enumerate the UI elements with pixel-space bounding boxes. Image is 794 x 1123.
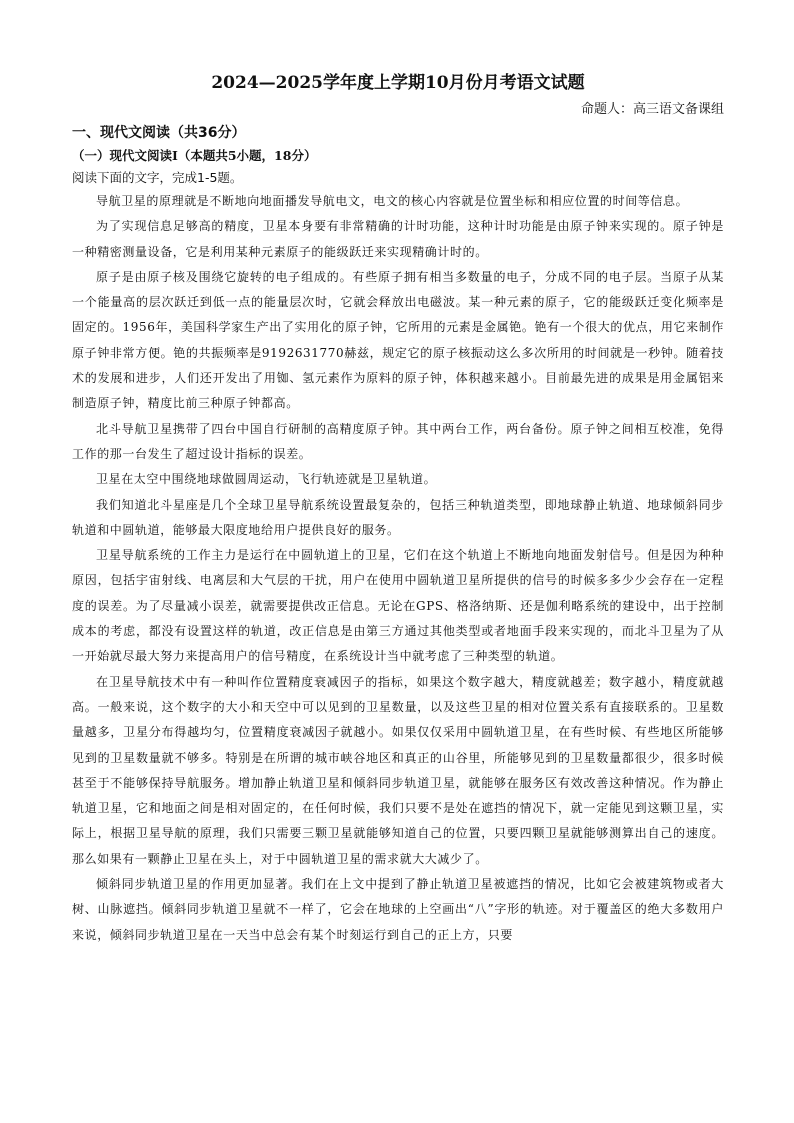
passage-paragraph: 我们知道北斗星座是几个全球卫星导航系统设置最复杂的，包括三种轨道类型，即地球静止轨道、地球倾斜同步轨道和中圆轨道，能够最大限度地给用户提供良好的服务。	[72, 497, 724, 537]
passage-paragraph: 原子是由原子核及围绕它旋转的电子组成的。有些原子拥有相当多数量的电子，分成不同的电子层。当原子从某一个能量高的层次跃迁到低一点的能量层次时，它就会释放出电磁波。某一种元素的原子，它的能级跃迁变化频率是固定的。1956年，美国科学家生产出了实用化的原子钟，它所用的元素是金属铯。铯有一个很大的优点，用它来制作原子钟非常方便。铯的共振频率是9192631770赫兹，规定它的原子核振动这么多次所用的时间就是一秒钟。随着技术的发展和进步，人们还开发出了用铷、氢元素作为原料的原子钟，体积越来越小。目前最先进的成果是用金属铝来制造原子钟，精度比前三种原子钟都高。	[72, 269, 724, 411]
passage-paragraph: 卫星在太空中围绕地球做圆周运动，飞行轨迹就是卫星轨道。	[96, 472, 437, 487]
passage-paragraph: 北斗导航卫星携带了四台中国自行研制的高精度原子钟。其中两台工作，两台备份。原子钟之间相互校准，免得工作的那一台发生了超过设计指标的误差。	[72, 421, 724, 461]
reading-passage	[72, 189, 724, 948]
reading-instruction: 阅读下面的文字，完成1-5题。	[72, 170, 243, 185]
subsection-heading: （一）现代文阅读Ⅰ（本题共5小题，18分）	[72, 148, 317, 163]
passage-paragraph: 导航卫星的原理就是不断地向地面播发导航电文，电文的核心内容就是位置坐标和相应位置的时间等信息。	[96, 194, 689, 208]
passage-paragraph: 在卫星导航技术中有一种叫作位置精度衰减因子的指标，如果这个数字越大，精度就越差；数字越小，精度就越高。一般来说，这个数字的大小和天空中可以见到的卫星数量，以及这些卫星的相对位置关系有直接联系的。卫星数量越多，卫星分布得越均匀，位置精度衰减因子就越小。如果仅仅采用中圆轨道卫星，在有些时候、有些地区所能够见到的卫星数量就不够多。特别是在所谓的城市峡谷地区和真正的山谷里，所能够见到的卫星数量都很少，很多时候甚至于不能够保持导航服务。增加静止轨道卫星和倾斜同步轨道卫星，就能够在服务区有效改善这种情况。作为静止轨道卫星，它和地面之间是相对固定的，在任何时候，我们只要不是处在遮挡的情况下，就一定能见到这颗卫星，实际上，根据卫星导航的原理，我们只需要三颗卫星就能够知道自己的位置，只要四颗卫星就能够测算出自己的速度。那么如果有一颗静止卫星在头上，对于中圆轨道卫星的需求就大大减少了。	[72, 674, 724, 866]
exam-title: 2024—2025学年度上学期10月份月考语文试题	[211, 73, 585, 93]
passage-paragraph: 卫星导航系统的工作主力是运行在中圆轨道上的卫星，它们在这个轨道上不断地向地面发射信号。但是因为种种原因，包括宇宙射线、电离层和大气层的干扰，用户在使用中圆轨道卫星所提供的信号的时候多多少少会存在一定程度的误差。为了尽量减小误差，就需要提供改正信息。无论在GPS、格洛纳斯、还是伽利略系统的建设中，出于控制成本的考虑，都没有设置这样的轨道，改正信息是由第三方通过其他类型或者地面手段来实现的，而北斗卫星为了从一开始就尽最大努力来提高用户的信号精度，在系统设计当中就考虑了三种类型的轨道。	[72, 548, 724, 664]
section-heading: 一、现代文阅读（共36分）	[72, 125, 246, 141]
question-setter: 命题人：高三语文备课组	[580, 102, 724, 117]
passage-paragraph: 倾斜同步轨道卫星的作用更加显著。我们在上文中提到了静止轨道卫星被遮挡的情况，比如它会被建筑物或者大树、山脉遮挡。倾斜同步轨道卫星就不一样了，它会在地球的上空画出“八”字形的轨迹。对于覆盖区的绝大多数用户来说，倾斜同步轨道卫星在一天当中总会有某个时刻运行到自己的正上方，只要	[72, 877, 724, 942]
passage-paragraph: 为了实现信息足够高的精度，卫星本身要有非常精确的计时功能，这种计时功能是由原子钟来实现的。原子钟是一种精密测量设备，它是利用某种元素原子的能级跃迁来实现精确计时的。	[72, 219, 724, 259]
